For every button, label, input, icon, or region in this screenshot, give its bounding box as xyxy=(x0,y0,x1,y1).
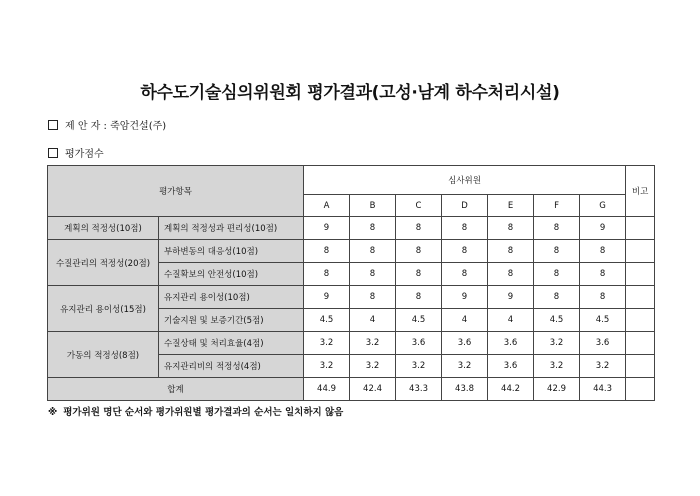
score-cell: 8 xyxy=(442,263,488,286)
score-cell: 8 xyxy=(304,263,350,286)
row-label: 부하변동의 대응성(10점) xyxy=(159,240,304,263)
checkbox-square-icon xyxy=(48,120,58,130)
score-cell: 3.2 xyxy=(534,332,580,355)
score-cell: 4 xyxy=(442,309,488,332)
score-cell: 8 xyxy=(396,286,442,309)
score-cell: 4.5 xyxy=(580,309,626,332)
remark-cell xyxy=(626,309,655,332)
proposer-text: 제 안 자 : 죽암건설(주) xyxy=(65,121,167,132)
row-label: 수질확보의 안전성(10점) xyxy=(159,263,304,286)
score-cell: 4.5 xyxy=(534,309,580,332)
score-cell: 3.2 xyxy=(534,355,580,378)
member-header: F xyxy=(534,195,580,217)
table-row xyxy=(48,240,655,263)
score-cell: 8 xyxy=(580,263,626,286)
remark-cell xyxy=(626,286,655,309)
score-cell: 8 xyxy=(534,286,580,309)
score-cell: 3.2 xyxy=(304,332,350,355)
score-cell: 9 xyxy=(488,286,534,309)
total-cell: 43.3 xyxy=(396,378,442,401)
total-cell: 42.4 xyxy=(350,378,396,401)
score-cell: 8 xyxy=(534,263,580,286)
score-cell: 8 xyxy=(350,286,396,309)
score-cell: 4 xyxy=(350,309,396,332)
table-row xyxy=(48,286,655,309)
group-label: 계획의 적정성(10점) xyxy=(48,217,159,240)
member-header: D xyxy=(442,195,488,217)
remark-cell xyxy=(626,332,655,355)
score-cell: 8 xyxy=(396,263,442,286)
score-cell: 8 xyxy=(488,240,534,263)
score-heading: 평가점수 xyxy=(65,149,104,160)
row-label: 계획의 적정성과 편리성(10점) xyxy=(159,217,304,240)
group-label: 유지관리 용이성(15점) xyxy=(48,286,159,332)
score-cell: 3.2 xyxy=(350,332,396,355)
score-cell: 8 xyxy=(442,217,488,240)
score-cell: 4.5 xyxy=(304,309,350,332)
total-label: 합계 xyxy=(48,378,304,401)
remark-cell xyxy=(626,240,655,263)
note-text: 평가위원 명단 순서와 평가위원별 평가결과의 순서는 일치하지 않음 xyxy=(63,407,344,418)
group-label: 가동의 적정성(8점) xyxy=(48,332,159,378)
committee-header: 심사위원 xyxy=(304,166,626,195)
row-label: 유지관리비의 적정성(4점) xyxy=(159,355,304,378)
score-cell: 8 xyxy=(580,286,626,309)
checkbox-square-icon xyxy=(48,148,58,158)
remark-cell xyxy=(626,355,655,378)
score-cell: 8 xyxy=(488,263,534,286)
remark-cell xyxy=(626,263,655,286)
header-row xyxy=(48,166,655,195)
score-cell: 8 xyxy=(580,240,626,263)
remark-cell xyxy=(626,378,655,401)
row-label: 수질상태 및 처리효율(4점) xyxy=(159,332,304,355)
score-cell: 3.2 xyxy=(442,355,488,378)
member-header: C xyxy=(396,195,442,217)
score-cell: 8 xyxy=(350,263,396,286)
member-header: E xyxy=(488,195,534,217)
score-cell: 3.2 xyxy=(580,355,626,378)
score-cell: 8 xyxy=(350,217,396,240)
score-cell: 9 xyxy=(580,217,626,240)
score-cell: 9 xyxy=(304,217,350,240)
score-cell: 8 xyxy=(396,217,442,240)
page-title: 하수도기술심의위원회 평가결과(고성·남계 하수처리시설) xyxy=(140,83,560,103)
member-header: A xyxy=(304,195,350,217)
score-cell: 3.6 xyxy=(442,332,488,355)
member-header: B xyxy=(350,195,396,217)
total-cell: 44.3 xyxy=(580,378,626,401)
score-cell: 8 xyxy=(534,217,580,240)
row-label: 유지관리 용이성(10점) xyxy=(159,286,304,309)
score-cell: 4.5 xyxy=(396,309,442,332)
score-heading-line xyxy=(48,145,104,160)
footnote xyxy=(48,404,343,418)
group-label: 수질관리의 적정성(20점) xyxy=(48,240,159,286)
score-cell: 3.6 xyxy=(488,355,534,378)
score-cell: 3.2 xyxy=(350,355,396,378)
total-cell: 43.8 xyxy=(442,378,488,401)
score-cell: 3.6 xyxy=(396,332,442,355)
score-cell: 3.6 xyxy=(580,332,626,355)
table-row xyxy=(48,332,655,355)
score-cell: 9 xyxy=(304,286,350,309)
total-cell: 44.9 xyxy=(304,378,350,401)
total-cell: 42.9 xyxy=(534,378,580,401)
member-header: G xyxy=(580,195,626,217)
score-cell: 9 xyxy=(442,286,488,309)
item-header: 평가항목 xyxy=(48,166,304,217)
proposer-line xyxy=(48,117,166,132)
evaluation-table xyxy=(47,165,655,401)
score-cell: 3.6 xyxy=(488,332,534,355)
remark-header: 비고 xyxy=(626,166,655,217)
score-cell: 4 xyxy=(488,309,534,332)
row-label: 기술지원 및 보증기간(5점) xyxy=(159,309,304,332)
score-cell: 3.2 xyxy=(304,355,350,378)
total-cell: 44.2 xyxy=(488,378,534,401)
score-cell: 8 xyxy=(488,217,534,240)
score-cell: 8 xyxy=(534,240,580,263)
score-cell: 8 xyxy=(396,240,442,263)
table-row xyxy=(48,217,655,240)
note-mark: ※ xyxy=(48,407,58,418)
score-cell: 8 xyxy=(304,240,350,263)
remark-cell xyxy=(626,217,655,240)
score-cell: 8 xyxy=(350,240,396,263)
total-row xyxy=(48,378,655,401)
score-cell: 8 xyxy=(442,240,488,263)
score-cell: 3.2 xyxy=(396,355,442,378)
